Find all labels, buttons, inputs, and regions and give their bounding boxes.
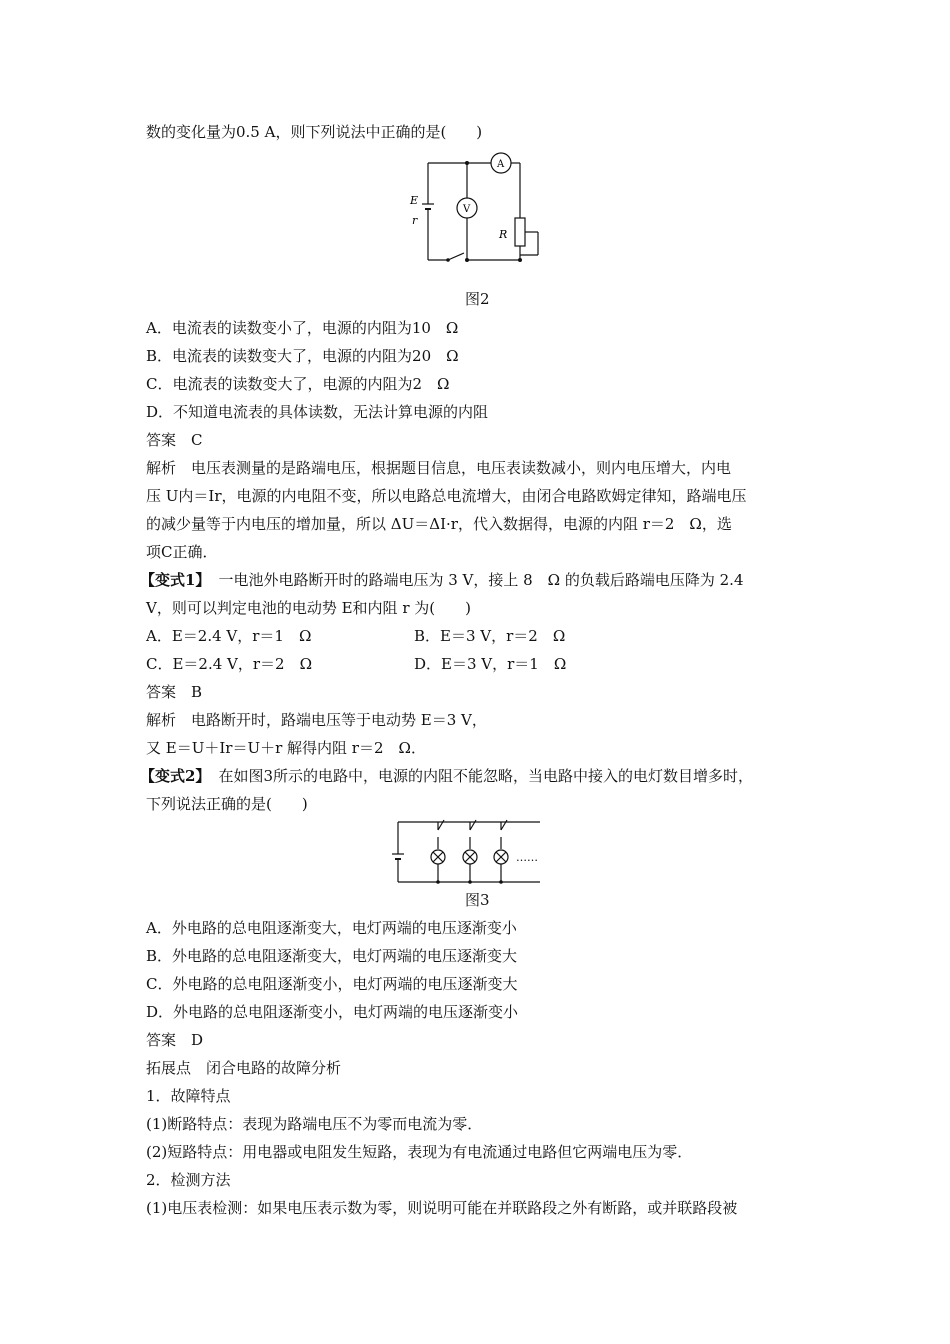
option-d: D．不知道电流表的具体读数，无法计算电源的内阻 [146,403,489,421]
extension-item-2a: (1)电压表检测：如果电压表示数为零，则说明可能在并联路段之外有断路，或并联路段被 [146,1199,738,1217]
variant-2-line-1 [140,766,753,786]
variant-1-line-1 [140,570,744,590]
variant-1-tag: 【变式1】 [140,571,211,589]
variant-1-text: 一电池外电路断开时的路端电压为 3 V，接上 8 Ω 的负载后路端电压降为 2.4 [218,571,744,589]
question-stem-line: 数的变化量为0.5 A，则下列说法中正确的是( ) [146,123,483,141]
explanation-1-line-2: 压 U内＝Ir，电源的内电阻不变，所以电路总电流增大，由闭合电路欧姆定律知，路端电压 [146,487,747,505]
explanation-1-line-4: 项C正确． [146,543,218,561]
explanation-2-line-2: 又 E＝U＋Ir＝U＋r 解得内阻 r＝2 Ω． [146,739,426,757]
option-3-a: A．外电路的总电阻逐渐变大，电灯两端的电压逐渐变小 [146,919,517,937]
explanation-1-line-3: 的减少量等于内电压的增加量，所以 ΔU＝ΔI·r，代入数据得，电源的内阻 r＝2 Ω，选 [146,515,732,533]
option-3-b: B．外电路的总电阻逐渐变大，电灯两端的电压逐渐变大 [146,947,518,965]
variant-1-option-b: B．E＝3 V，r＝2 Ω [414,627,566,645]
figure-2-circuit [404,150,544,280]
extension-item-1b: (2)短路特点：用电器或电阻发生短路，表现为有电流通过电路但它两端电压为零． [146,1143,693,1161]
fig2-label-r: r [412,214,418,227]
extension-title: 拓展点 闭合电路的故障分析 [146,1059,342,1077]
variant-2-tag: 【变式2】 [140,767,211,785]
fig2-label-ammeter: A [497,159,505,170]
variant-1-option-a: A．E＝2.4 V，r＝1 Ω [146,627,312,645]
variant-1-option-d: D．E＝3 V，r＝1 Ω [414,655,567,673]
variant-1-option-c: C．E＝2.4 V，r＝2 Ω [146,655,313,673]
figure-3-circuit [384,816,544,886]
variant-2-text: 在如图3所示的电路中，电源的内阻不能忽略，当电路中接入的电灯数目增多时， [218,767,753,785]
variant-1-line-2: V，则可以判定电池的电动势 E和内阻 r 为( ) [146,599,471,617]
answer-1: 答案 C [146,431,203,449]
fig2-label-e: E [410,194,419,207]
explanation-1-line-1: 解析 电压表测量的是路端电压，根据题目信息，电压表读数减小，则内电压增大，内电 [146,459,732,477]
option-a: A．电流表的读数变小了，电源的内阻为10 Ω [146,319,459,337]
extension-item-1: 1．故障特点 [146,1087,231,1105]
answer-2: 答案 B [146,683,203,701]
option-c: C．电流表的读数变大了，电源的内阻为2 Ω [146,375,450,393]
option-3-d: D．外电路的总电阻逐渐变小，电灯两端的电压逐渐变小 [146,1003,519,1021]
option-b: B．电流表的读数变大了，电源的内阻为20 Ω [146,347,459,365]
fig2-label-resistor: R [499,228,508,241]
extension-item-1a: (1)断路特点：表现为路端电压不为零而电流为零． [146,1115,483,1133]
option-3-c: C．外电路的总电阻逐渐变小，电灯两端的电压逐渐变大 [146,975,518,993]
variant-2-line-2: 下列说法正确的是( ) [146,795,308,813]
extension-item-2: 2．检测方法 [146,1171,231,1189]
answer-3: 答案 D [146,1031,204,1049]
figure-2-caption: 图2 [465,290,490,308]
fig2-label-voltmeter: V [463,204,471,215]
explanation-2-line-1: 解析 电路断开时，路端电压等于电动势 E＝3 V， [146,711,487,729]
fig3-ellipsis: …… [516,851,538,864]
figure-3-caption: 图3 [465,891,490,909]
